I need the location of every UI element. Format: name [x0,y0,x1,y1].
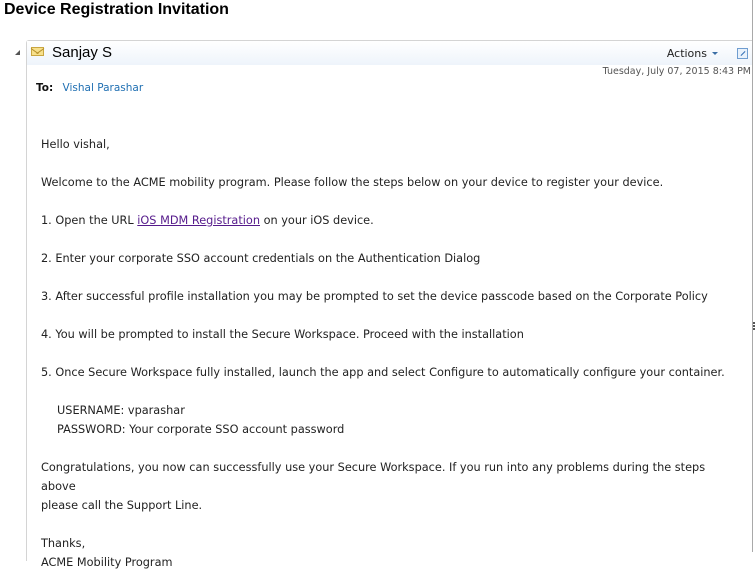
signature-line: ACME Mobility Program [41,556,173,569]
pane-divider [752,0,753,552]
message-header [27,41,753,65]
to-label: To: [36,82,54,94]
recipient-row [36,82,143,94]
username-line: USERNAME: vparashar [57,404,185,417]
congrats-line-2: please call the Support Line. [41,499,203,512]
actions-label: Actions [666,47,707,60]
step-3: 3. After successful profile installation you may be prompted to set the device passcode based on the Corporate Policy [41,290,708,303]
password-line: PASSWORD: Your corporate SSO account password [57,423,345,436]
step-5: 5. Once Secure Workspace fully installed, launch the app and select Configure to automatically configure your container. [41,366,725,379]
step-4: 4. You will be prompted to install the Secure Workspace. Proceed with the installation [41,328,524,341]
envelope-icon [31,47,44,56]
message-panel [26,40,753,569]
collapse-triangle-icon[interactable] [15,50,20,55]
thanks-line: Thanks, [41,537,86,550]
step-1-prefix: 1. Open the URL [41,214,138,227]
greeting: Hello vishal, [41,138,110,151]
message-body [41,135,741,572]
intro-paragraph: Welcome to the ACME mobility program. Please follow the steps below on your device to register your device. [41,176,664,189]
recipient-name[interactable]: Vishal Parashar [62,82,144,94]
step-1 [41,211,741,230]
chevron-down-icon [712,52,718,55]
ios-mdm-registration-link[interactable]: iOS MDM Registration [137,214,260,227]
email-subject: Device Registration Invitation [4,1,229,18]
congrats-line-1: Congratulations, you now can successfully use your Secure Workspace. If you run into any problems during the steps above [41,461,706,493]
sender-name[interactable]: Sanjay S [52,44,113,61]
message-timestamp: Tuesday, July 07, 2015 8:43 PM [602,66,751,77]
actions-menu-button[interactable] [667,47,718,60]
step-2: 2. Enter your corporate SSO account credentials on the Authentication Dialog [41,252,481,265]
popout-icon[interactable] [737,48,748,59]
step-1-suffix: on your iOS device. [259,214,374,227]
